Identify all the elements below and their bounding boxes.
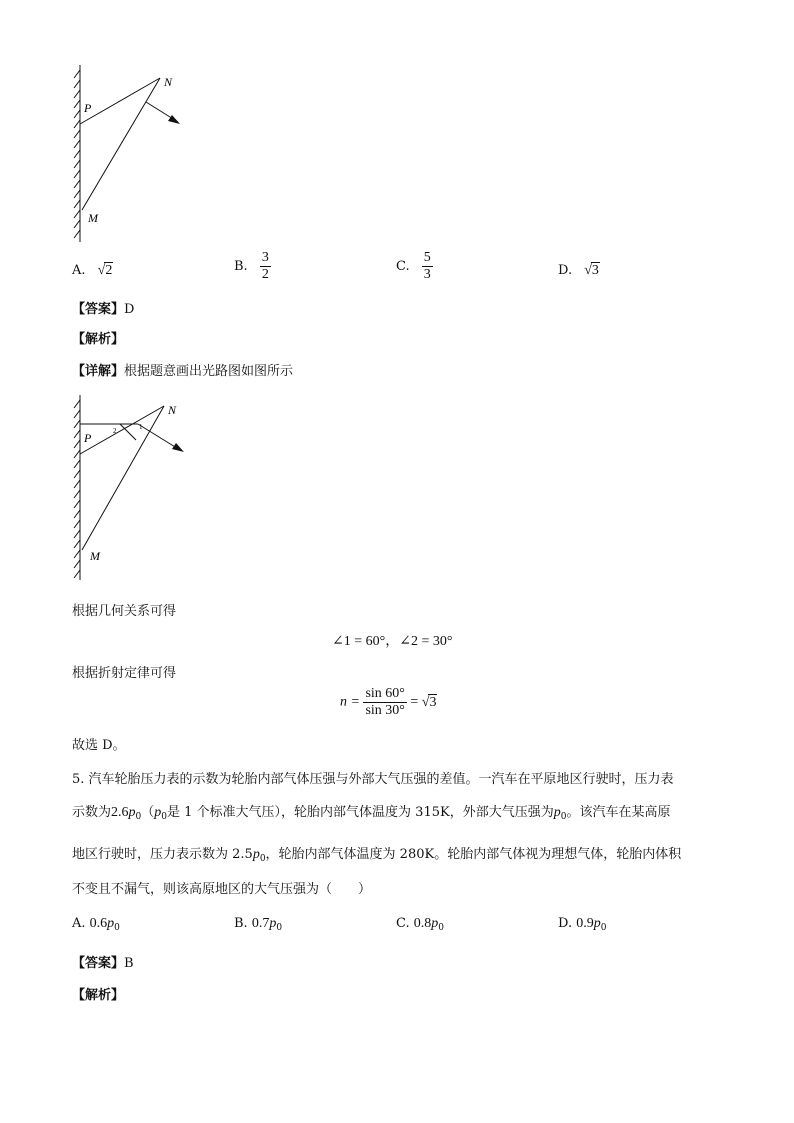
q5-line-3: 地区行驶时，压力表示数为 $2.5p_0$，轮胎内部气体温度为 280K。轮胎内部气体视为理想气体，轮胎内体积 — [72, 847, 682, 864]
figure-1-light-path — [60, 60, 200, 250]
angle-1-label: 1 — [139, 423, 143, 431]
sqrt-option-a: √2 — [97, 263, 113, 278]
label-m-2: M — [90, 549, 100, 563]
option-b: B. $\frac{3}{2}$ — [234, 250, 269, 283]
q5-option-a: A. $0.6p_0$ — [72, 916, 120, 933]
angles-equation: ∠1 = 60°，∠2 = 30° — [332, 634, 453, 649]
q5-line-1: 5. 汽车轮胎压力表的示数为轮胎内部气体压强与外部大气压强的差值。一汽车在平原地区行驶时，压力表 — [72, 772, 674, 787]
option-c: C. $\frac{5}{3}$ — [396, 250, 431, 283]
q5-line-4: 不变且不漏气，则该高原地区的大气压强为（ ） — [72, 882, 372, 897]
angle-2-label: 2 — [113, 427, 117, 435]
label-m: M — [88, 211, 98, 225]
q5-line-2: 示数为$2.6p_0(p_0$是 1 个标准大气压），轮胎内部气体温度为 315K，外部大气压强为$p_0$。该汽车在某高原 — [72, 805, 671, 822]
q4-answer: 【答案】D — [72, 302, 135, 317]
label-p: P — [84, 101, 92, 115]
q5-option-d: D. $0.9p_0$ — [558, 916, 607, 933]
refraction-equation: n = $\frac{\sin 60^\circ}{\sin 30^\circ}$ = √3 — [340, 686, 437, 719]
conclusion: 故选 D。 — [72, 738, 126, 753]
q5-option-c: C. $0.8p_0$ — [396, 916, 444, 933]
q4-analysis-tag: 【解析】 — [72, 332, 125, 347]
fraction-option-b: $\frac{3}{2}$ — [261, 250, 269, 283]
refraction-text: 根据折射定律可得 — [72, 666, 177, 681]
q4-detail: 【详解】根据题意画出光路图如图所示 — [72, 364, 294, 379]
figure-2-light-path — [60, 390, 200, 585]
sqrt-option-d: √3 — [584, 263, 599, 278]
option-d: D. √3 — [558, 263, 599, 278]
q5-option-b: B. $0.7p_0$ — [234, 916, 283, 933]
label-p-2: P — [84, 431, 92, 445]
q5-analysis-tag: 【解析】 — [72, 988, 125, 1003]
fraction-option-c: $\frac{5}{3}$ — [423, 250, 431, 283]
label-n-2: N — [168, 403, 177, 417]
q5-answer: 【答案】B — [72, 956, 134, 971]
geometry-text: 根据几何关系可得 — [72, 604, 177, 619]
option-a: A. √2 — [72, 263, 113, 278]
label-n: N — [164, 75, 173, 89]
